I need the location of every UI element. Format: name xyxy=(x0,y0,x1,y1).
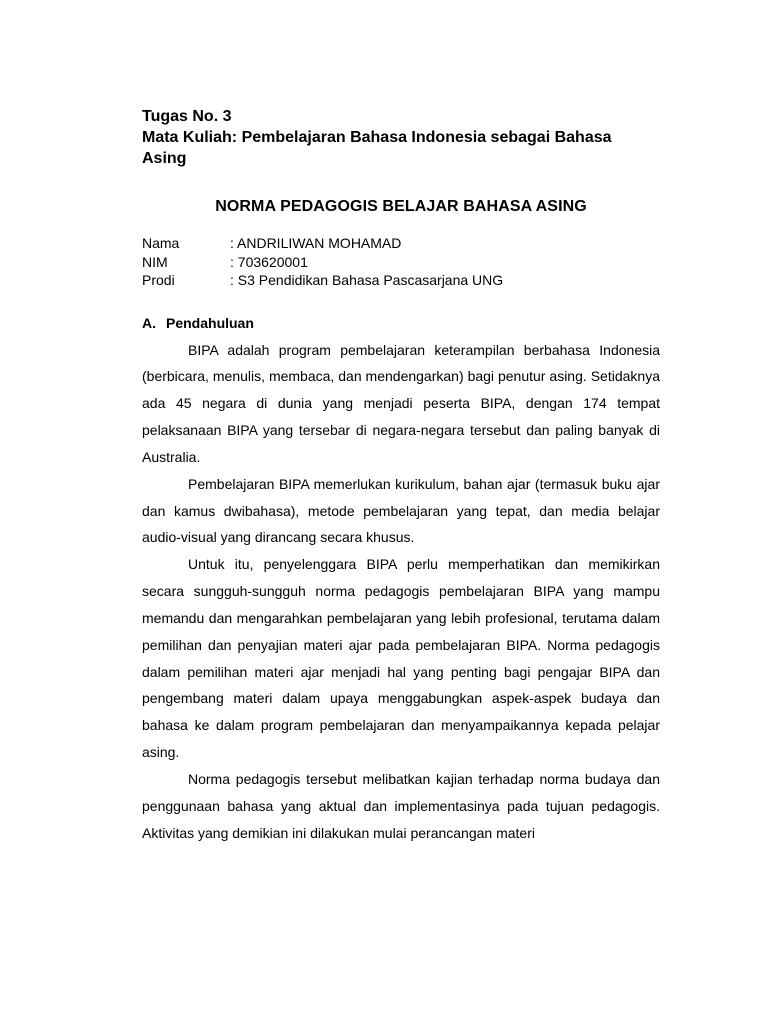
identity-label: Prodi xyxy=(142,272,175,288)
identity-label: NIM xyxy=(142,253,168,270)
paragraph: Untuk itu, penyelenggara BIPA perlu memperhatikan dan memikirkan secara sungguh-sungguh norma pedagogis pembelajaran BIPA yang mampu memandu dan mengarahkan pembelajaran yang lebih profesional, terutama dalam pemilihan dan penyajian materi ajar pada pembelajaran BIPA. Norma pedagogis dalam pemilihan materi ajar menjadi hal yang penting bagi pengajar BIPA dan pengembang materi dalam upaya menggabungkan aspek-aspek budaya dan bahasa ke dalam program pembelajaran dan menyampaikannya kepada pelajar asing. xyxy=(142,556,660,761)
paragraph: Norma pedagogis tersebut melibatkan kajian terhadap norma budaya dan penggunaan bahasa yang aktual dan implementasinya pada tujuan pedagogis. Aktivitas yang demikian ini dilakukan mulai perancangan materi xyxy=(142,771,660,841)
identity-label: Nama xyxy=(142,235,180,251)
section-heading xyxy=(142,314,660,332)
document-header xyxy=(142,106,660,169)
section-title: Pendahuluan xyxy=(166,314,254,331)
document-title: NORMA PEDAGOGIS BELAJAR BAHASA ASING xyxy=(215,198,587,215)
assignment-number: Tugas No. 3 xyxy=(142,108,232,125)
identity-row-nim xyxy=(142,253,660,272)
course-name-line-1: Mata Kuliah: Pembelajaran Bahasa Indonesia sebagai Bahasa xyxy=(142,129,612,146)
identity-row-name xyxy=(142,234,660,253)
body-text xyxy=(142,337,660,847)
document-page xyxy=(142,106,660,847)
identity-value: : ANDRILIWAN MOHAMAD xyxy=(230,235,402,251)
course-name-line-2: Asing xyxy=(142,150,187,167)
section-letter: A. xyxy=(142,314,156,331)
identity-value: : S3 Pendidikan Bahasa Pascasarjana UNG xyxy=(230,272,504,288)
identity-block xyxy=(142,234,660,290)
paragraph: BIPA adalah program pembelajaran keterampilan berbahasa Indonesia (berbicara, menulis, membaca, dan mendengarkan) bagi penutur asing. Setidaknya ada 45 negara di dunia yang menjadi peserta BIPA, dengan 174 tempat pelaksanaan BIPA yang tersebar di negara-negara tersebut dan paling banyak di Australia. xyxy=(142,341,660,465)
paragraph: Pembelajaran BIPA memerlukan kurikulum, bahan ajar (termasuk buku ajar dan kamus dwibahasa), metode pembelajaran yang tepat, dan media belajar audio-visual yang dirancang secara khusus. xyxy=(142,475,660,546)
identity-row-prodi xyxy=(142,271,660,290)
identity-value: : 703620001 xyxy=(230,253,308,270)
